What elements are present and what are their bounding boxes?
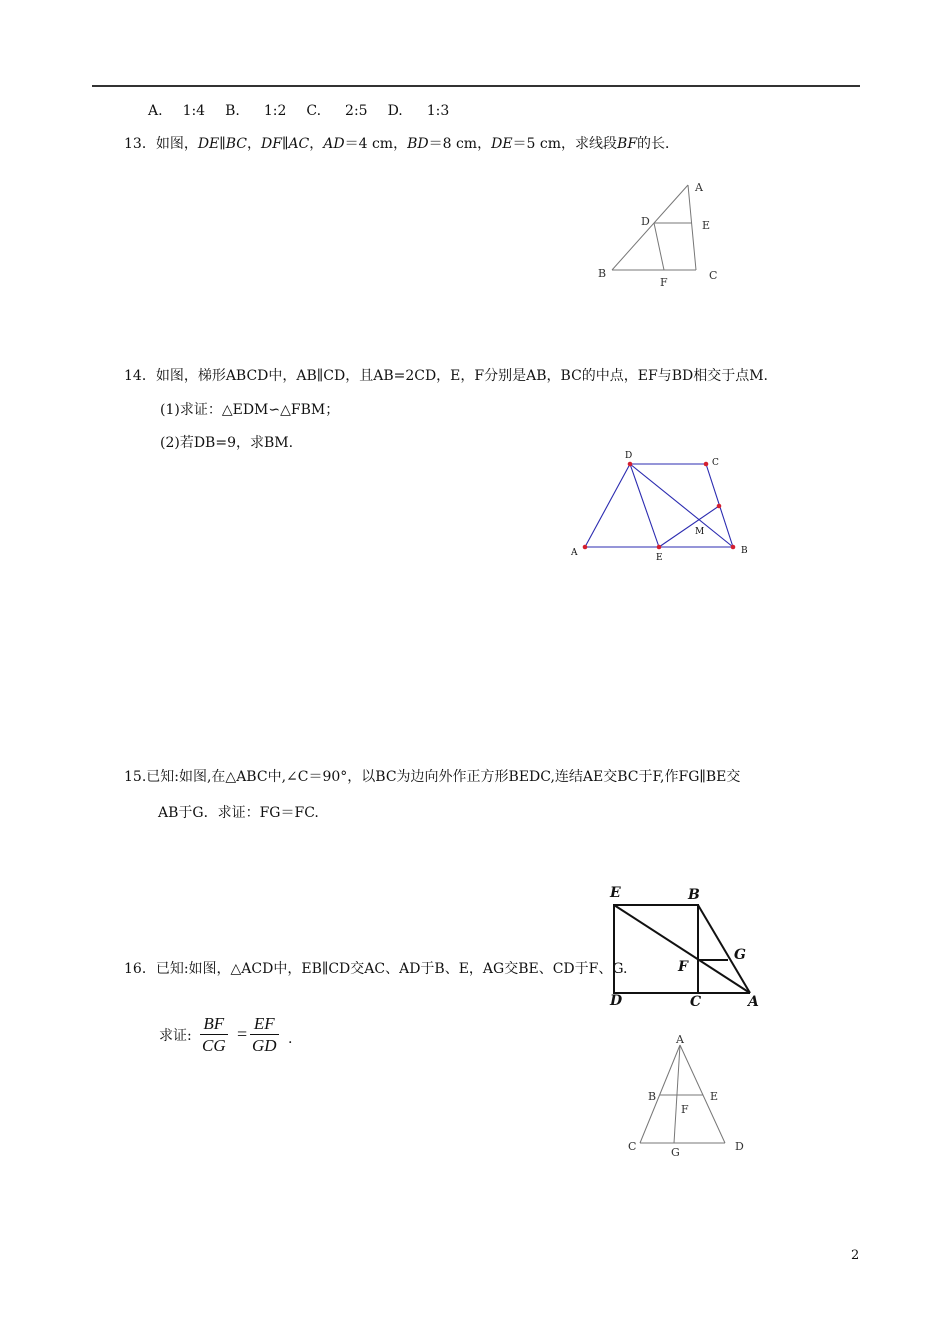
q15-line2: AB于G．求证：FG＝FC.	[158, 805, 319, 821]
segment-ac	[688, 185, 696, 270]
q16-period: .	[288, 1031, 293, 1047]
point-e	[657, 545, 662, 550]
q13-seg: ＝8 cm，	[428, 136, 492, 152]
q13-var: AC	[288, 136, 310, 152]
label-f: F	[660, 276, 668, 289]
option-c-value: 2:5	[345, 103, 368, 119]
segment-ac	[640, 1045, 680, 1143]
fraction-bf-cg	[200, 1013, 228, 1056]
q14-line1: 14．如图，梯形ABCD中，AB∥CD，且AB=2CD，E，F分别是AB，BC的中点，EF与BD相交于点M.	[124, 368, 769, 384]
point-b	[731, 545, 736, 550]
equals-sign: =	[237, 1024, 248, 1044]
label-d: D	[641, 215, 650, 228]
q13-var: BD	[407, 136, 429, 152]
segment-ag	[674, 1045, 680, 1143]
q16-line1: 16．已知:如图，△ACD中，EB∥CD交AC、AD于B、E，AG交BE、CD于F、G.	[124, 961, 628, 977]
fraction-denominator: CG	[202, 1036, 226, 1055]
segment-ab	[612, 185, 688, 270]
option-b-letter: B.	[225, 103, 240, 119]
label-c: C	[709, 269, 718, 282]
q13-var: DE	[197, 136, 220, 152]
q13-seg: ，	[309, 136, 324, 152]
label-a: A	[748, 994, 759, 1010]
q13-var: DE	[491, 136, 513, 152]
q13-seg: ∥	[281, 136, 289, 152]
option-c-letter: C.	[306, 103, 322, 119]
option-b-value: 1:2	[263, 103, 287, 119]
point-f	[717, 504, 722, 509]
label-f: F	[681, 1103, 689, 1116]
q13-var: BC	[225, 136, 248, 152]
q13-var: BF	[617, 136, 638, 152]
q13-var: DF	[261, 136, 282, 152]
label-b: B	[741, 546, 748, 556]
label-e: E	[702, 219, 711, 232]
point-d	[628, 462, 633, 467]
label-f: F	[678, 959, 688, 975]
fraction-numerator: EF	[250, 1013, 279, 1035]
q14-line3: (2)若DB=9，求BM.	[160, 435, 294, 451]
q13-number: 13．	[124, 136, 156, 152]
label-a: A	[571, 548, 578, 558]
q13-seg: 的长．	[637, 136, 680, 152]
q13-var: AD	[323, 136, 345, 152]
fraction-numerator: BF	[200, 1013, 228, 1035]
q12-options	[148, 101, 449, 121]
q13-seg: ，	[247, 136, 262, 152]
label-c: C	[628, 1140, 637, 1153]
label-b: B	[648, 1090, 657, 1103]
header-rule	[92, 85, 860, 87]
q15-figure	[598, 880, 768, 1010]
q13-text	[124, 134, 679, 154]
label-e: E	[710, 1090, 719, 1103]
label-e: E	[656, 553, 663, 563]
label-d: D	[610, 993, 623, 1009]
q13-seg: ＝5 cm，求线段	[512, 136, 618, 152]
q14-figure	[565, 448, 765, 566]
q14-line2: (1)求证：△EDM∽△FBM；	[160, 402, 340, 418]
q13-seg: 如图，	[155, 136, 198, 152]
option-a-letter: A.	[148, 103, 163, 119]
q15-line1: 15.已知:如图,在△ABC中,∠C＝90°，以BC为边向外作正方形BEDC,连结AE交BC于F,作FG∥BE交	[124, 769, 741, 785]
q16-prove-prefix: 求证:	[159, 1028, 192, 1044]
label-g: G	[671, 1146, 680, 1159]
q13-seg: ＝4 cm，	[344, 136, 408, 152]
square-bedc	[614, 905, 698, 993]
fraction-ef-gd	[250, 1013, 279, 1056]
label-m: M	[695, 527, 705, 537]
q16-figure	[620, 1033, 760, 1163]
fraction-denominator: GD	[252, 1036, 277, 1055]
q13-figure	[590, 175, 730, 295]
option-d-value: 1:3	[426, 103, 450, 119]
label-b: B	[598, 267, 607, 280]
page-number: 2	[851, 1248, 860, 1263]
label-a: A	[676, 1033, 684, 1046]
q13-seg: ∥	[219, 136, 226, 152]
label-g: G	[734, 947, 746, 963]
label-c: C	[690, 994, 702, 1010]
label-e: E	[610, 885, 621, 901]
label-d: D	[735, 1140, 744, 1153]
segment-ad	[680, 1045, 725, 1143]
label-b: B	[688, 887, 700, 903]
option-a-value: 1:4	[182, 103, 206, 119]
label-c: C	[712, 458, 719, 468]
segment-ae	[614, 905, 750, 993]
segment-df	[654, 223, 664, 270]
label-a: A	[695, 181, 703, 194]
label-d: D	[625, 451, 633, 461]
segment-ad	[585, 464, 630, 547]
segment-de	[630, 464, 659, 547]
option-d-letter: D.	[387, 103, 403, 119]
point-c	[704, 462, 709, 467]
point-a	[583, 545, 588, 550]
